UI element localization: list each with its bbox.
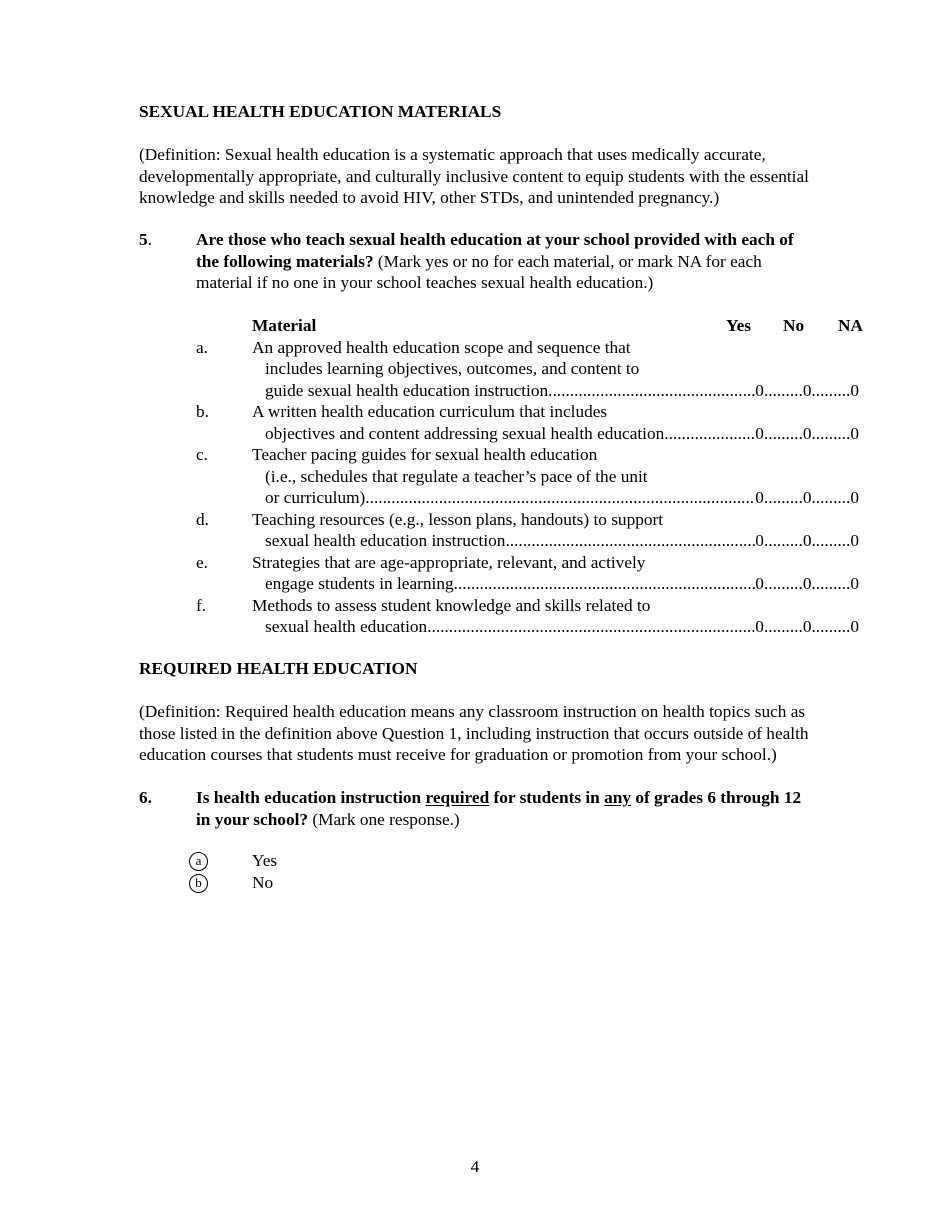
row-e-text-line: Strategies that are age-appropriate, relevant, and actively [252, 553, 646, 572]
question-5-instruction: (Mark yes or no for each material, or mark NA for each [373, 251, 762, 271]
definition-sexual-health [139, 144, 879, 209]
table-row-d-answers: sexual health education instruction ..... 0 ......... 0 ......... 0 [265, 530, 859, 552]
row-b-yes-option[interactable]: 0 [755, 424, 764, 443]
question-6-instruction: (Mark one response.) [308, 809, 460, 829]
definition-required-health [139, 701, 879, 766]
definition-line: (Definition: Required health education means any classroom instruction on health topics such as [139, 702, 806, 721]
row-a-na-option[interactable]: 0 [850, 381, 859, 400]
row-e-na-option[interactable]: 0 [850, 574, 859, 593]
row-a-text-line: includes learning objectives, outcomes, and content to [265, 359, 640, 378]
question-6-text: Is health education instruction required for students in any of grades 6 through 12 in your school? (Mark one response.) [196, 788, 802, 829]
row-c-na-option[interactable]: 0 [850, 488, 859, 507]
question-number-5: 5. [139, 230, 152, 249]
question-5-bold-line2: the following materials? [196, 251, 374, 271]
emphasis-any: any [604, 788, 632, 807]
row-letter-b: b. [196, 402, 209, 421]
question-5-text [196, 229, 876, 294]
row-c-yes-option[interactable]: 0 [755, 488, 764, 507]
question-5-instruction-cont: material if no one in your school teaches sexual health education.) [196, 273, 654, 292]
row-c-text-line: Teacher pacing guides for sexual health education [252, 445, 598, 464]
row-a-yes-option[interactable]: 0 [755, 381, 764, 400]
row-letter-d: d. [196, 510, 209, 529]
emphasis-required: required [425, 788, 490, 807]
row-letter-f: f. [196, 596, 207, 615]
table-row-c-answers: or curriculum) ..... 0 ......... 0 ......... 0 [265, 487, 859, 509]
option-b-circle[interactable]: b [189, 874, 208, 893]
definition-line: education courses that students must receive for graduation or promotion from your school.) [139, 745, 777, 764]
definition-line: knowledge and skills needed to avoid HIV, other STDs, and unintended pregnancy.) [139, 188, 720, 207]
row-d-text-line: Teaching resources (e.g., lesson plans, handouts) to support [252, 510, 664, 529]
row-b-na-option[interactable]: 0 [850, 424, 859, 443]
row-b-last-line: objectives and content addressing sexual health education [265, 424, 665, 443]
row-b-no-option[interactable]: 0 [802, 424, 812, 443]
row-c-no-option[interactable]: 0 [802, 488, 812, 507]
row-e-last-line: engage students in learning [265, 574, 454, 593]
row-d-last-line: sexual health education instruction [265, 531, 506, 550]
row-c-last-line: or curriculum) [265, 488, 366, 507]
row-f-last-line: sexual health education [265, 617, 428, 636]
row-e-no-option[interactable]: 0 [802, 574, 812, 593]
row-a-last-line: guide sexual health education instruction [265, 381, 549, 400]
row-d-yes-option[interactable]: 0 [755, 531, 764, 550]
row-a-text-line: An approved health education scope and sequence that [252, 338, 631, 357]
row-f-yes-option[interactable]: 0 [755, 617, 764, 636]
definition-line: (Definition: Sexual health education is a systematic approach that uses medically accurate, [139, 145, 766, 164]
table-row-a-answers: guide sexual health education instruction ..... 0 ......... 0 ......... 0 [265, 380, 859, 402]
column-header-no: No [783, 316, 805, 335]
column-header-yes: Yes [726, 316, 751, 335]
row-d-no-option[interactable]: 0 [802, 531, 812, 550]
option-yes-label: Yes [252, 851, 278, 870]
column-header-na: NA [838, 316, 863, 335]
table-row-b-answers: objectives and content addressing sexual health education ..... 0 ......... 0 ......... 0 [265, 423, 859, 445]
row-c-text-line: (i.e., schedules that regulate a teacher’s pace of the unit [265, 467, 648, 486]
section-heading-required-health: REQUIRED HEALTH EDUCATION [139, 659, 418, 678]
definition-line: those listed in the definition above Question 1, including instruction that occurs outside of health [139, 723, 809, 743]
definition-line: developmentally appropriate, and culturally inclusive content to equip students with the essential [139, 166, 809, 186]
column-header-material: Material [252, 316, 317, 335]
table-row-f-answers: sexual health education ..... 0 ......... 0 ......... 0 [265, 616, 859, 638]
question-5-bold-line1: Are those who teach sexual health education at your school provided with each of [196, 230, 794, 249]
option-no-label: No [252, 873, 274, 892]
section-heading-sexual-health: SEXUAL HEALTH EDUCATION MATERIALS [139, 102, 502, 121]
table-row-e-answers: engage students in learning ..... 0 ......... 0 ......... 0 [265, 573, 859, 595]
row-b-text-line: A written health education curriculum that includes [252, 402, 608, 421]
question-number-6: 6. [139, 788, 152, 807]
row-f-na-option[interactable]: 0 [850, 617, 859, 636]
row-d-na-option[interactable]: 0 [850, 531, 859, 550]
row-f-text-line: Methods to assess student knowledge and skills related to [252, 596, 651, 615]
page-number: 4 [470, 1157, 480, 1176]
row-letter-e: e. [196, 553, 208, 572]
row-letter-a: a. [196, 338, 208, 357]
row-letter-c: c. [196, 445, 208, 464]
row-f-no-option[interactable]: 0 [802, 617, 812, 636]
row-e-yes-option[interactable]: 0 [755, 574, 764, 593]
option-a-circle[interactable]: a [189, 852, 208, 871]
row-a-no-option[interactable]: 0 [802, 381, 812, 400]
question-6-bold-line2: in your school? [196, 809, 309, 829]
